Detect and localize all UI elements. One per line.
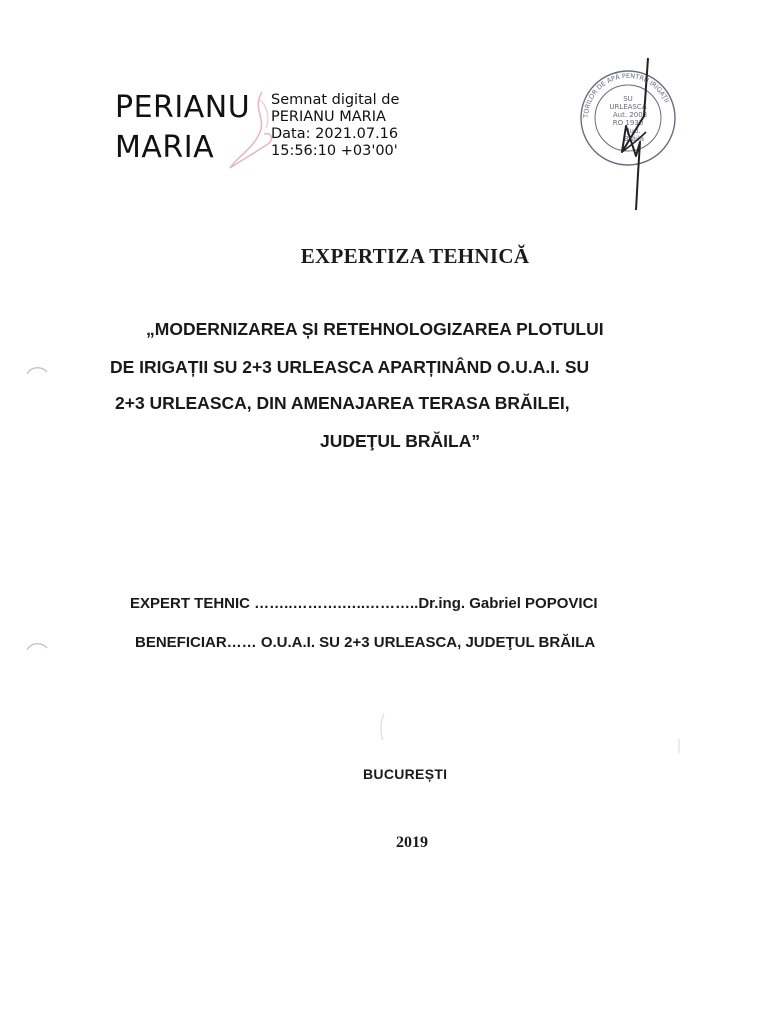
signature-info <box>271 92 399 160</box>
project-title-line4: JUDEŢUL BRĂILA” <box>320 431 481 451</box>
signature-info-line1: Semnat digital de <box>271 92 400 108</box>
signer-name-line1: PERIANU <box>115 90 251 125</box>
expert-line: EXPERT TEHNIC ……..……….…..………..Dr.ing. Gabriel POPOVICI <box>130 595 598 612</box>
stamp-text-3: Aut. 2008 <box>612 111 648 119</box>
stamp-text-1: SU <box>623 95 633 103</box>
signature-info-line3: Data: 2021.07.16 <box>271 126 399 142</box>
beneficiar-line: BENEFICIAR…… O.U.A.I. SU 2+3 URLEASCA, JUDEŢUL BRĂILA <box>135 634 596 651</box>
stamp-text-5: Jud. <box>627 127 641 135</box>
stamp-text-6: Brăila <box>623 135 645 143</box>
punch-hole-mark <box>26 364 48 376</box>
stamp-ring-text: TORILOR DE APĂ PENTRU IRIGAŢII <box>581 71 671 119</box>
document-year: 2019 <box>396 834 428 851</box>
official-stamp <box>578 56 678 216</box>
signer-name-line2: MARIA <box>115 130 215 165</box>
stamp-text-4: RO 1930 <box>612 119 644 127</box>
signature-info-line4: 15:56:10 +03'00' <box>271 143 398 159</box>
scan-artifact <box>676 738 682 754</box>
document-city: BUCUREȘTI <box>363 766 448 782</box>
signature-info-line2: PERIANU MARIA <box>271 109 386 125</box>
project-title-line1: „MODERNIZAREA ȘI RETEHNOLOGIZAREA PLOTULUI <box>146 319 604 339</box>
scan-artifact <box>378 712 388 742</box>
project-title-line3: 2+3 URLEASCA, DIN AMENAJAREA TERASA BRĂILEI, <box>115 393 570 413</box>
document-heading: EXPERTIZA TEHNICĂ <box>300 244 530 268</box>
stamp-text-2: URLEASCA <box>609 103 647 111</box>
project-title-line2: DE IRIGAȚII SU 2+3 URLEASCA APARȚINÂND O.U.A.I. SU <box>110 357 590 377</box>
punch-hole-mark <box>26 640 48 652</box>
